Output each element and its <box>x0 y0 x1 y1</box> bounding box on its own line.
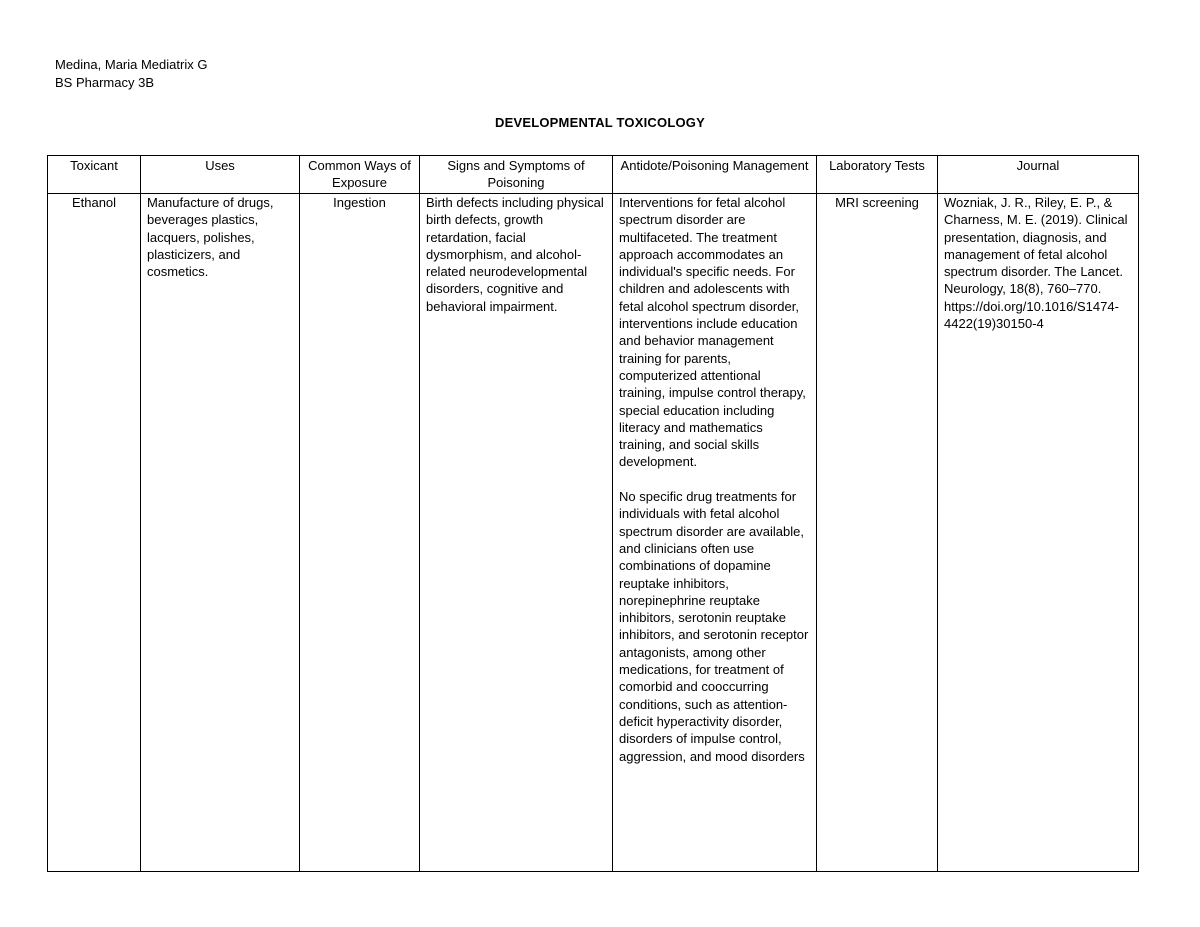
column-header-exposure: Common Ways of Exposure <box>300 156 420 194</box>
document-header <box>55 56 207 92</box>
paragraph-gap <box>619 471 810 488</box>
column-header-signs: Signs and Symptoms of Poisoning <box>420 156 613 194</box>
cell-lab-tests: MRI screening <box>817 194 938 872</box>
cell-toxicant: Ethanol <box>48 194 141 872</box>
cell-management <box>613 194 817 872</box>
cell-journal: Wozniak, J. R., Riley, E. P., & Charness, M. E. (2019). Clinical presentation, diagnosis, and management of fetal alcohol spectrum disorder. The Lancet. Neurology, 18(8), 760–770. https://doi.org/10.1016/S1474-4422(19)30150-4 <box>938 194 1139 872</box>
table-row <box>48 194 1139 872</box>
column-header-uses: Uses <box>141 156 300 194</box>
author-name: Medina, Maria Mediatrix G <box>55 57 208 72</box>
column-header-toxicant: Toxicant <box>48 156 141 194</box>
management-paragraph-2: No specific drug treatments for individuals with fetal alcohol spectrum disorder are available, and clinicians often use combinations of dopamine reuptake inhibitors, norepinephrine reuptake inhibitors, serotonin reuptake inhibitors, and serotonin receptor antagonists, among other medications, for treatment of comorbid and cooccurring conditions, such as attention-deficit hyperactivity disorder, disorders of impulse control, aggression, and mood disorders <box>619 489 809 764</box>
cell-exposure: Ingestion <box>300 194 420 872</box>
cell-signs: Birth defects including physical birth defects, growth retardation, facial dysmorphism, and alcohol-related neurodevelopmental disorders, cognitive and behavioral impairment. <box>420 194 613 872</box>
toxicology-table <box>47 155 1139 872</box>
document-title: DEVELOPMENTAL TOXICOLOGY <box>495 115 705 130</box>
table-header-row <box>48 156 1139 194</box>
column-header-lab-tests: Laboratory Tests <box>817 156 938 194</box>
column-header-management: Antidote/Poisoning Management <box>613 156 817 194</box>
course-section: BS Pharmacy 3B <box>55 75 154 90</box>
cell-uses: Manufacture of drugs, beverages plastics, lacquers, polishes, plasticizers, and cosmetics. <box>141 194 300 872</box>
column-header-journal: Journal <box>938 156 1139 194</box>
management-paragraph-1: Interventions for fetal alcohol spectrum disorder are multifaceted. The treatment approach accommodates an individual's specific needs. For children and adolescents with fetal alcohol spectrum disorder, interventions include education and behavior management training for parents, computerized attentional training, impulse control therapy, special education including literacy and mathematics training, and social skills development. <box>619 195 806 470</box>
